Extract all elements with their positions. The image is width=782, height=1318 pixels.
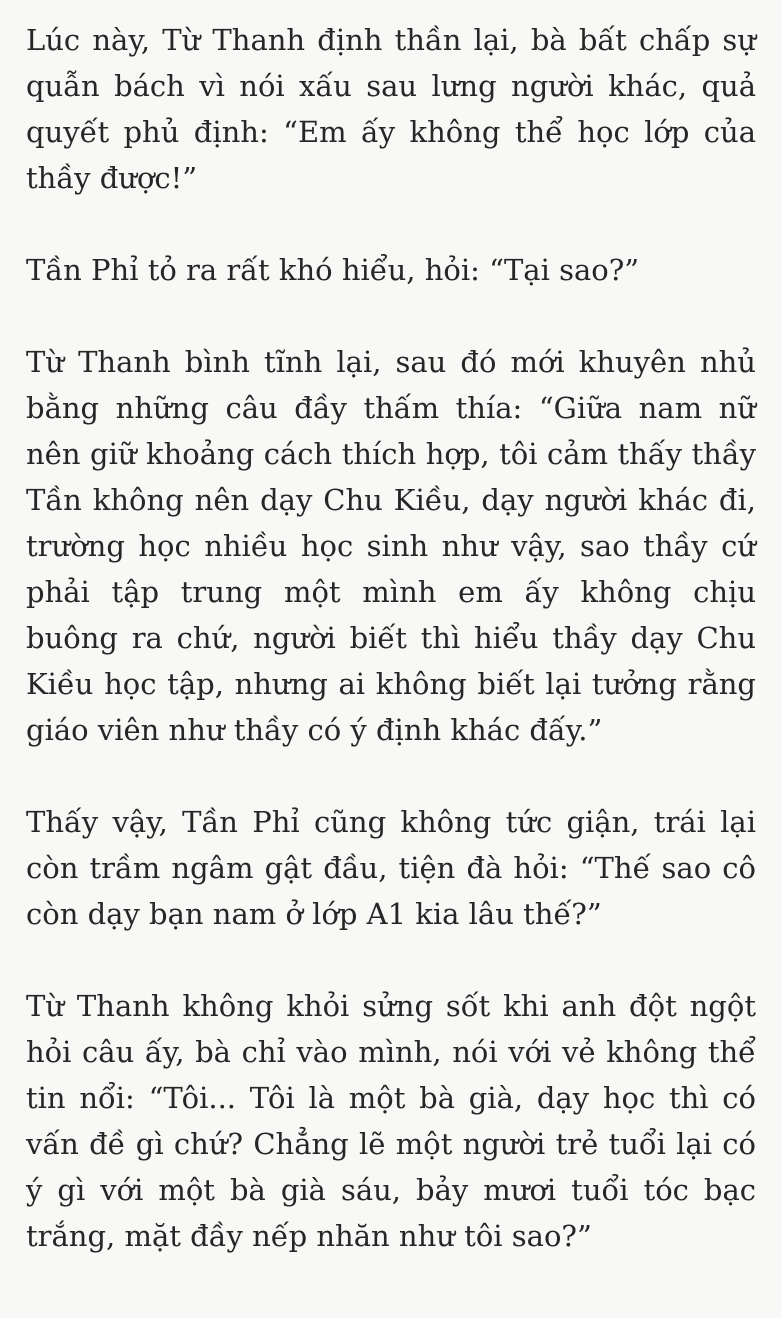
- paragraph-4: Thấy vậy, Tần Phỉ cũng không tức giận, trái lại còn trầm ngâm gật đầu, tiện đà hỏi: “Thế sao cô còn dạy bạn nam ở lớp A1 kia lâu thế?”: [26, 805, 756, 931]
- paragraph-2: Tần Phỉ tỏ ra rất khó hiểu, hỏi: “Tại sao?”: [26, 253, 640, 287]
- paragraph-1: Lúc này, Từ Thanh định thần lại, bà bất chấp sự quẫn bách vì nói xấu sau lưng người khác, quả quyết phủ định: “Em ấy không thể học lớp của thầy được!”: [26, 23, 756, 195]
- paragraph-3: Từ Thanh bình tĩnh lại, sau đó mới khuyên nhủ bằng những câu đầy thấm thía: “Giữa nam nữ nên giữ khoảng cách thích hợp, tôi cảm thấy thầy Tần không nên dạy Chu Kiều, dạy người khác đi, trường học nhiều học sinh như vậy, sao thầy cứ phải tập trung một mình em ấy không chịu buông ra chứ, người biết thì hiểu thầy dạy Chu Kiều học tập, nhưng ai không biết lại tưởng rằng giáo viên như thầy có ý định khác đấy.”: [26, 345, 756, 747]
- paragraph-5: Từ Thanh không khỏi sửng sốt khi anh đột ngột hỏi câu ấy, bà chỉ vào mình, nói với vẻ không thể tin nổi: “Tôi... Tôi là một bà già, dạy học thì có vấn đề gì chứ? Chẳng lẽ một người trẻ tuổi lại có ý gì với một bà già sáu, bảy mươi tuổi tóc bạc trắng, mặt đầy nếp nhăn như tôi sao?”: [26, 989, 756, 1253]
